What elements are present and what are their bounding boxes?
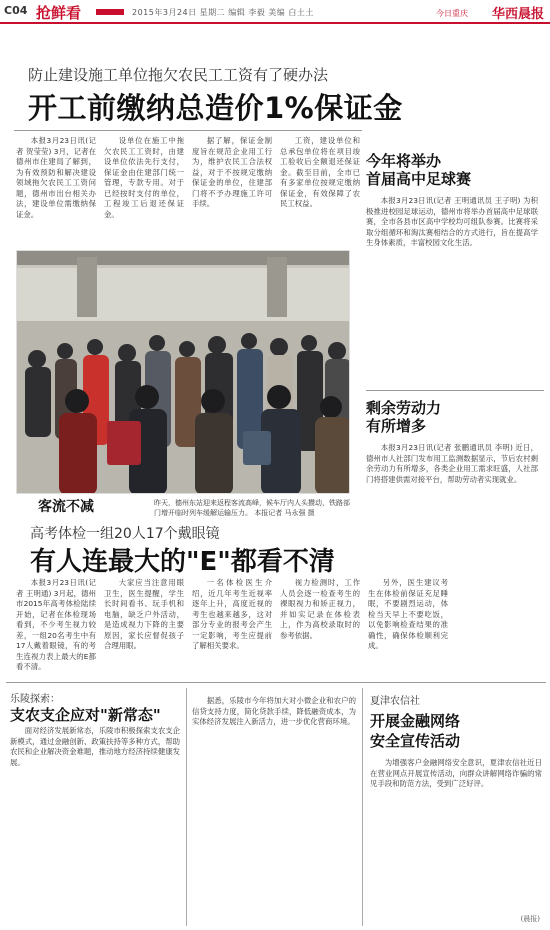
- section-bar: [96, 9, 124, 15]
- page-number: C04: [4, 4, 28, 17]
- xiajin-source-note: (晨报): [520, 915, 540, 923]
- crowd-photo-illustration: [17, 251, 350, 494]
- exam-column-3: [192, 578, 272, 678]
- xiajin-kicker: 夏津农信社: [370, 696, 420, 707]
- lead-headline: 开工前缴纳总造价1%保证金: [28, 91, 403, 125]
- lead-paragraph: 工资，建设单位和总承包单位将在项目竣工验收后全额退还保证金。截至目前，全市已有多家单位按规定缴纳保证金，有效保障了农民工权益。: [280, 136, 360, 208]
- lead-column-4: [280, 136, 360, 248]
- exam-paragraph: 大家应当注意用眼卫生，医生提醒，学生长时间看书、玩手机和电脑，缺乏户外活动，是造成视力下降的主要原因，家长应督促孩子合理用眼。: [104, 578, 184, 650]
- divider: [14, 130, 362, 131]
- exam-headline: 有人连最大的"E"都看不清: [30, 547, 335, 577]
- lead-column-3: [192, 136, 272, 248]
- labor-title-line1: 剩余劳动力: [366, 399, 442, 417]
- lead-column-1: [16, 136, 96, 248]
- lead-paragraph: 据了解，保证金制度旨在规范企业用工行为，维护农民工合法权益，对于不按规定缴纳保证金的单位，住建部门将不予办理施工许可手续。: [192, 136, 272, 208]
- photo-caption-title: 客流不减: [38, 499, 94, 515]
- lead-paragraph: 本报3月23日讯(记者 贺莹莹) 3月，记者在德州市住建局了解到，为有效预防和解决建设领域拖欠农民工工资问题，德州市出台相关办法，建设单位需缴纳保证金。: [16, 136, 96, 219]
- lead-column-2: [104, 136, 184, 248]
- column-divider: [186, 688, 187, 926]
- exam-kicker: 高考体检一组20人17个戴眼镜: [30, 526, 220, 542]
- finance-title: 支农支企应对"新常态": [10, 706, 161, 724]
- xiajin-title-line1: 开展金融网络: [370, 712, 461, 730]
- finance-paragraph: 面对经济发展新常态，乐陵市积极探索支农支企新模式，通过金融创新、政策扶持等多种方式，帮助农民和企业解决资金难题，推动地方经济持续健康发展。: [10, 726, 180, 767]
- labor-paragraph: 本报3月23日讯(记者 张鹏通讯员 李明) 近日，德州市人社部门发布用工监测数据显示，节后农村剩余劳动力有所增多，各类企业用工需求旺盛，人社部门将搭建供需对接平台，帮助劳动者实现就业。: [366, 443, 538, 484]
- divider: [6, 682, 546, 683]
- finance-body-continued: [192, 696, 356, 922]
- lead-paragraph: 设单位在施工中拖欠农民工工资时，由建设单位依法先行支付，保证金由住建部门统一管理，专款专用。对于已经按时支付的单位，工程竣工后退还保证金。: [104, 136, 184, 219]
- exam-paragraph: 一名体检医生介绍，近几年考生近视率逐年上升，高度近视的考生也越来越多，这对部分专业的报考会产生一定影响，考生应提前了解相关要求。: [192, 578, 272, 650]
- exam-column-4: [280, 578, 360, 678]
- football-title-line1: 今年将举办: [366, 152, 442, 170]
- football-body: [366, 196, 538, 384]
- section-title: 抢鲜看: [36, 4, 82, 22]
- xiajin-title-line2: 安全宣传活动: [370, 732, 461, 750]
- exam-paragraph: 另外，医生建议考生在体检前保证充足睡眠，不要剧烈运动，体检当天早上不要吃饭，以免影响检查结果的准确性，确保体检顺利完成。: [368, 578, 448, 650]
- xiajin-body: [370, 758, 542, 908]
- finance-body: [10, 726, 180, 922]
- exam-column-1: [16, 578, 96, 678]
- exam-paragraph: 视力检测时，工作人员会逐一检查考生的裸眼视力和矫正视力，并如实记录在体检表上，作为高校录取时的参考依据。: [280, 578, 360, 640]
- finance-kicker: 乐陵探索：: [10, 694, 60, 705]
- lead-kicker: 防止建设施工单位拖欠农民工工资有了硬办法: [28, 66, 329, 84]
- exam-paragraph: 本报3月23日讯(记者 王明通) 3月起，德州市2015年高考体检陆续开始，记者在体检现场看到，不少考生视力较差，一组20名考生中有17人戴着眼镜，有的考生连视力表上最大的E都看不清。: [16, 578, 96, 671]
- xiajin-paragraph: 为增强客户金融网络安全意识，夏津农信社近日在营业网点开展宣传活动，向群众讲解网络诈骗的常见手段和防范方法，受到广泛好评。: [370, 758, 542, 788]
- exam-column-2: [104, 578, 184, 678]
- news-photo: [16, 250, 350, 494]
- date-line: 2015年3月24日 星期二 编辑 李毅 美编 白土土: [132, 8, 314, 17]
- football-paragraph: 本报3月23日讯(记者 王明通讯员 王子明) 为积极推进校园足球运动，德州市将举办首届高中足球联赛，全市各县市区高中学校均可组队参赛。比赛将采取分组循环和淘汰赛相结合的方式进行，旨在提高学生身体素质，丰富校园文化生活。: [366, 196, 538, 247]
- exam-column-5: [368, 578, 448, 678]
- paper-subtitle: 今日重庆: [436, 9, 468, 18]
- right-column: [366, 126, 544, 643]
- column-divider: [362, 688, 363, 926]
- paper-logo: 华西晨报: [491, 7, 544, 22]
- photo-caption-text: 昨天，德州东站迎来返程客流高峰，候车厅内人头攒动，铁路部门增开临时列车缓解运输压力。 本报记者 马永强 摄: [154, 499, 350, 517]
- labor-title-line2: 有所增多: [366, 417, 427, 435]
- divider: [366, 390, 544, 391]
- football-title-line2: 首届高中足球赛: [366, 170, 472, 188]
- page-header: [0, 0, 550, 24]
- finance-paragraph: 据悉，乐陵市今年将加大对小微企业和农户的信贷支持力度，简化贷款手续，降低融资成本，为实体经济发展注入新活力，进一步优化营商环境。: [192, 696, 356, 726]
